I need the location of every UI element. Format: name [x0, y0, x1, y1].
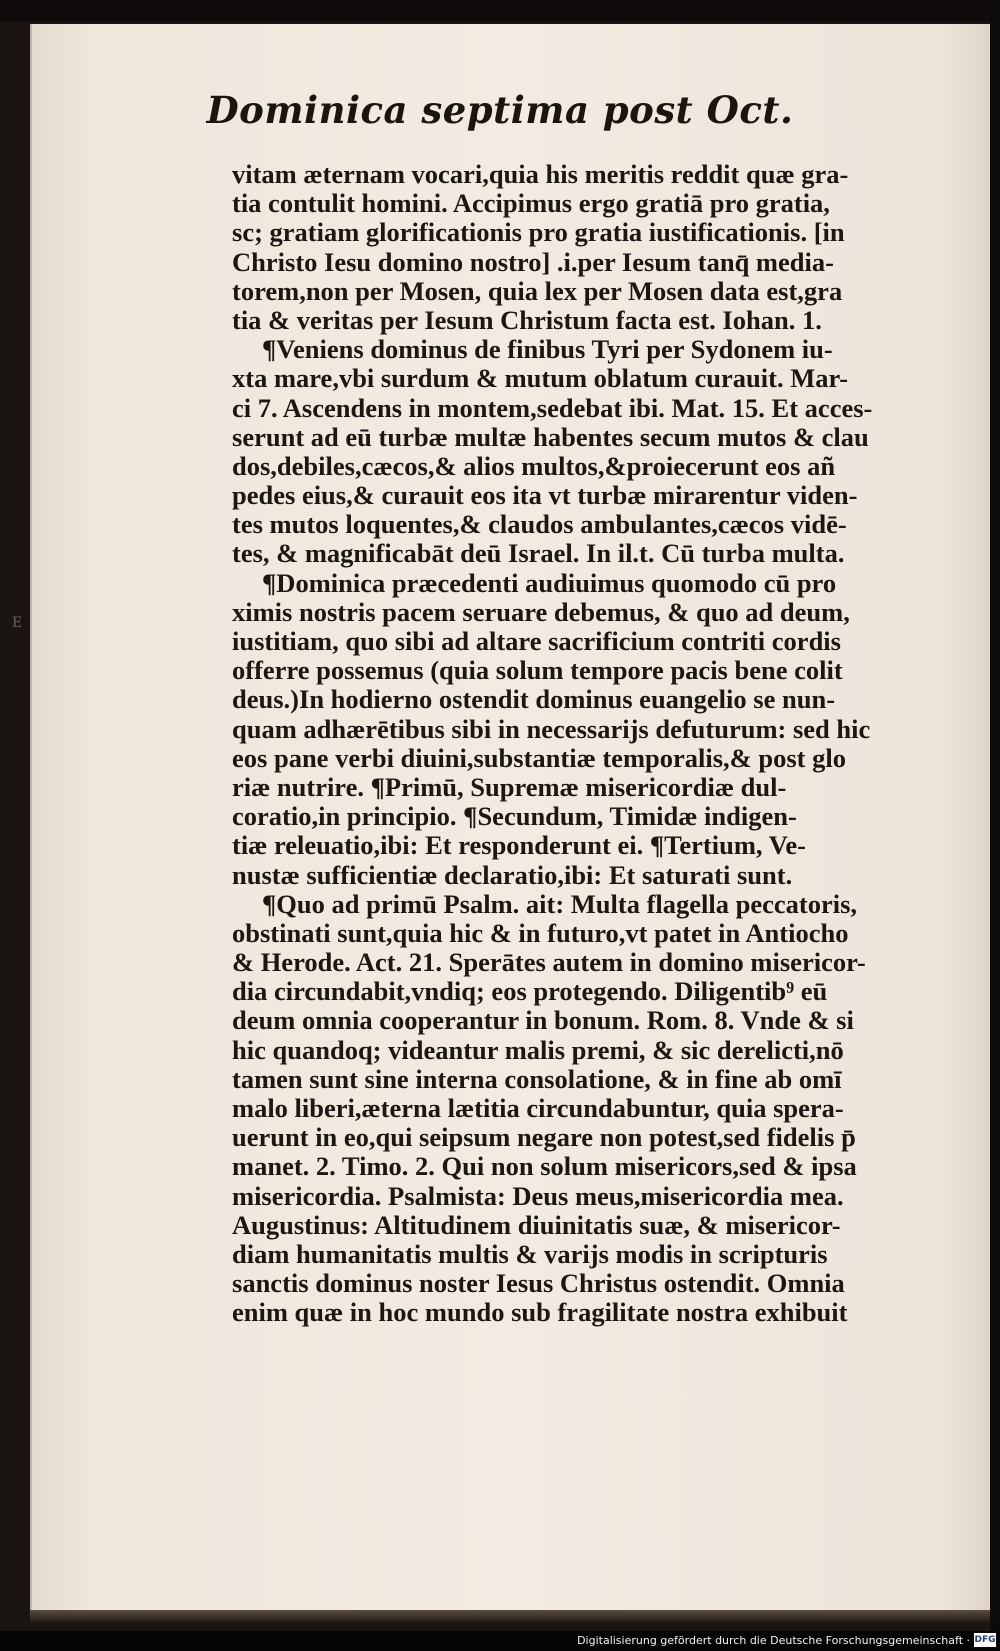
text-line: malo liberi,æterna lætitia circundabuntur, quia spera- — [232, 1093, 844, 1123]
text-line: & Herode. Act. 21. Sperātes autem in domino misericor- — [232, 947, 866, 978]
text-line: tia & veritas per Iesum Christum facta est. Iohan. 1. — [232, 304, 822, 335]
footer-bar — [0, 1631, 1000, 1651]
text-line: coratio,in principio. ¶Secundum, Timidæ indigen- — [232, 801, 797, 832]
left-edge-mark: E — [12, 615, 23, 631]
text-line: tia contulit homini. Accipimus ergo gratiā pro gratia, — [232, 188, 830, 219]
text-line: Augustinus: Altitudinem diuinitatis suæ, & misericor- — [232, 1209, 841, 1240]
text-line: riæ nutrire. ¶Primū, Supremæ misericordiæ dul- — [232, 771, 787, 802]
text-line: dos,debiles,cæcos,& alios multos,&proiecerunt eos añ — [232, 450, 836, 481]
text-line: tes mutos loquentes,& claudos ambulantes,cæcos vidē- — [232, 509, 847, 540]
text-line: eos pane verbi diuini,substantiæ temporalis,& post glo — [232, 742, 846, 773]
text-line: tamen sunt sine interna consolatione, & in fine ab omī — [232, 1063, 842, 1094]
text-line: tes, & magnificabāt deū Israel. In il.t. Cū turba multa. — [232, 538, 845, 569]
text-line: quam adhærētibus sibi in necessarijs defuturum: sed hic — [232, 713, 871, 744]
text-line: ¶Veniens dominus de finibus Tyri per Sydonem iu- — [262, 334, 833, 365]
text-line: Christo Iesu domino nostro] .i.per Iesum tanq̄ media- — [232, 246, 834, 277]
text-line: uerunt in eo,qui seipsum negare non potest,sed fidelis p̄ — [232, 1122, 856, 1153]
text-line: manet. 2. Timo. 2. Qui non solum misericors,sed & ipsa — [232, 1151, 857, 1182]
text-line: torem,non per Mosen, quia lex per Mosen data est,gra — [232, 275, 843, 306]
text-line: serunt ad eū turbæ multæ habentes secum mutos & clau — [232, 421, 869, 452]
dfg-logo: DFG — [974, 1635, 996, 1645]
text-line: nustæ sufficientiæ declaratio,ibi: Et saturati sunt. — [232, 859, 793, 890]
text-line: sc; gratiam glorificationis pro gratia iustificationis. [in — [232, 217, 845, 248]
page-bottom-shadow — [30, 1610, 1000, 1624]
text-line: pedes eius,& curauit eos ita vt turbæ mirarentur viden- — [232, 480, 858, 511]
text-line: obstinati sunt,quia hic & in futuro,vt patet in Antiocho — [232, 917, 849, 948]
running-head: Dominica septima post Oct. — [206, 88, 794, 132]
text-line: hic quandoq; videantur malis premi, & sic derelicti,nō — [232, 1034, 844, 1065]
text-line: sanctis dominus noster Iesus Christus ostendit. Omnia — [232, 1268, 845, 1299]
text-line: iustitiam, quo sibi ad altare sacrificium contriti cordis — [232, 626, 841, 656]
text-line: dia circundabit,vndiq; eos protegendo. Diligentib⁹ eū — [232, 976, 828, 1007]
text-line: deus.)In hodierno ostendit dominus euangelio se nun- — [232, 684, 836, 715]
text-line: deum omnia cooperantur in bonum. Rom. 8. Vnde & si — [232, 1005, 854, 1036]
text-line: xta mare,vbi surdum & mutum oblatum curauit. Mar- — [232, 363, 849, 394]
text-line: ximis nostris pacem seruare debemus, & quo ad deum, — [232, 596, 850, 627]
text-line: vitam æternam vocari,quia his meritis reddit quæ gra- — [232, 159, 849, 189]
text-line: ¶Quo ad primū Psalm. ait: Multa flagella peccatoris, — [262, 888, 858, 919]
body-text — [232, 160, 922, 1328]
text-line: enim quæ in hoc mundo sub fragilitate nostra exhibuit — [232, 1297, 848, 1328]
scan-right-edge — [990, 0, 1000, 1651]
text-line: offerre possemus (quia solum tempore pacis bene colit — [232, 655, 843, 686]
text-line: tiæ releuatio,ibi: Et responderunt ei. ¶Tertium, Ve- — [232, 830, 806, 861]
scan-top-edge — [0, 0, 1000, 22]
text-line: diam humanitatis multis & varijs modis in scripturis — [232, 1238, 828, 1269]
text-line: misericordia. Psalmista: Deus meus,misericordia mea. — [232, 1180, 844, 1211]
text-line: ¶Dominica præcedenti audiuimus quomodo cū pro — [262, 567, 837, 598]
funding-credit: Digitalisierung gefördert durch die Deutsche Forschungsgemeinschaft · — [577, 1634, 970, 1647]
text-line: ci 7. Ascendens in montem,sedebat ibi. Mat. 15. Et acces- — [232, 392, 873, 423]
